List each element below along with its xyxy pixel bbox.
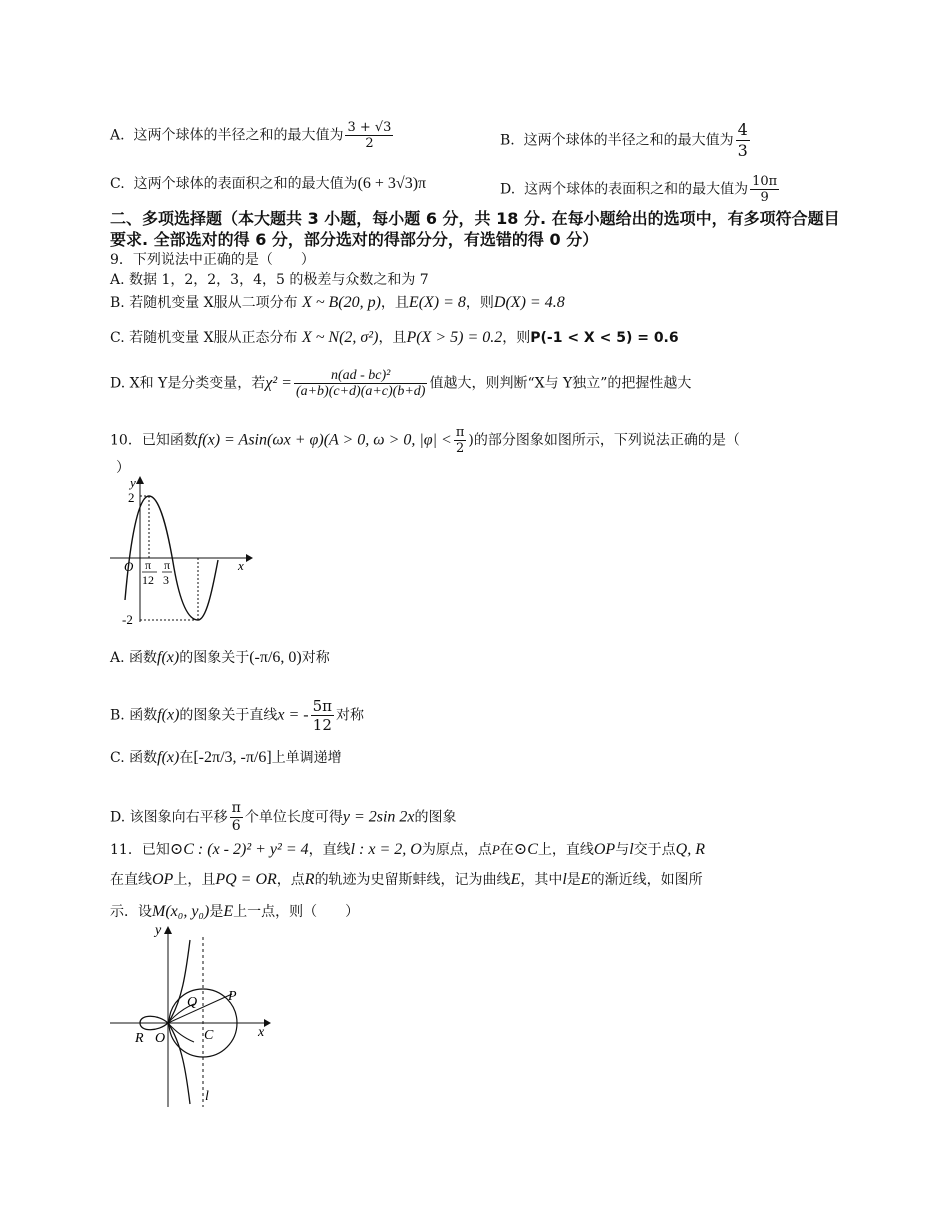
y-axis-arrow xyxy=(164,926,172,934)
q8-option-d: D. 这两个球体的表面积之和的最大值为 $\frac{10\pi}{9}$ xyxy=(500,174,778,205)
l-label: l xyxy=(205,1089,209,1104)
line-op xyxy=(168,994,232,1023)
c-label: C xyxy=(204,1028,214,1043)
ymax-label: 2 xyxy=(128,490,135,505)
q11-graph xyxy=(108,922,273,1112)
x-label: x xyxy=(238,558,244,573)
q8-option-a: A. 这两个球体的半径之和的最大值为 $\frac{3 + √3}{2}$ xyxy=(110,120,392,151)
q10-option-b: B. 函数f(x)的图象关于直线x = - $\frac{5\pi}{12}$ 对称 xyxy=(110,697,365,734)
tick2-den: 3 xyxy=(163,573,169,587)
q9-option-d: D. X和 Y是分类变量，若χ² = $\frac{\text{n(ad - bc)²}}{(a+b)(c+d)(a+c)(b+d)}$ 值越大，则判断“X与 Y独立”的把握性越大 xyxy=(110,368,692,399)
q11-line2: 在直线OP上，且PQ = OR，点R的轨迹为史留斯蚌线，记为曲线E，其中l是E的渐近线，如图所 xyxy=(110,871,703,888)
x-axis-arrow xyxy=(246,554,253,562)
tick1-num: π xyxy=(145,558,152,572)
p-label: P xyxy=(228,989,237,1004)
y-label: y xyxy=(130,475,136,490)
origin-label: O xyxy=(124,559,134,574)
q-label: Q xyxy=(187,995,198,1010)
q10-option-a: A. 函数f(x)的图象关于(-π/6, 0)对称 xyxy=(110,649,330,666)
tick1-den: 12 xyxy=(142,573,154,587)
x-label: x xyxy=(258,1025,265,1040)
tick2-num: π xyxy=(164,558,171,572)
q10-option-d: D. 该图象向右平移 $\frac{\pi}{6}$ 个单位长度可得y = 2sin 2x的图象 xyxy=(110,800,457,834)
y-axis-arrow xyxy=(136,476,144,484)
o-label: O xyxy=(155,1031,166,1046)
q9-option-b: B. 若随机变量 X服从二项分布 X ~ B(20, p)，且E(X) = 8，则D(X) = 4.8 xyxy=(110,294,565,311)
y-label: y xyxy=(155,923,162,938)
q10-graph xyxy=(108,472,253,632)
ymin-label: -2 xyxy=(122,612,133,627)
q11-line3: 示．设M(x₀, y₀)是E上一点，则（ ） xyxy=(110,903,360,920)
q8-option-b: B. 这两个球体的半径之和的最大值为 $\frac{4}{3}$ xyxy=(500,120,748,160)
x-axis-arrow xyxy=(264,1019,271,1027)
conchoid-curve xyxy=(140,940,190,1104)
q9-option-a: A. 数据 1，2，2，3，4，5 的极差与众数之和为 7 xyxy=(110,272,429,288)
q9-option-c: C. 若随机变量 X服从正态分布 X ~ N(2, σ²)，且P(X > 5) = 0.2，则P(-1 < X < 5) = 0.6 xyxy=(110,329,679,346)
r-label: R xyxy=(135,1031,144,1046)
section-heading: 二、多项选择题（本大题共 3 小题，每小题 6 分，共 18 分. 在每小题给出的选项中，有多项符合题目要求. 全部选对的得 6 分，部分选对的得部分分，有选错的得 0 分） xyxy=(110,209,840,249)
q10-stem: 10．已知函数f(x) = Asin(ωx + φ)(A > 0, ω > 0, |φ| < $\frac{\pi}{2}$ )的部分图象如图所示，下列说法正确的是（ xyxy=(110,425,740,456)
q10-option-c: C. 函数f(x)在[-2π/3, -π/6]上单调递增 xyxy=(110,749,342,766)
q10-stem-close: ） xyxy=(116,460,130,476)
q11-line1: 11．已知⊙C : (x - 2)² + y² = 4，直线l : x = 2, O为原点，点P在⊙C上，直线OP与l交于点Q, R xyxy=(110,841,705,858)
q9-stem: 9．下列说法中正确的是（ ） xyxy=(110,252,315,268)
q8-option-c: C. 这两个球体的表面积之和的最大值为(6 + 3√3)π xyxy=(110,175,427,192)
